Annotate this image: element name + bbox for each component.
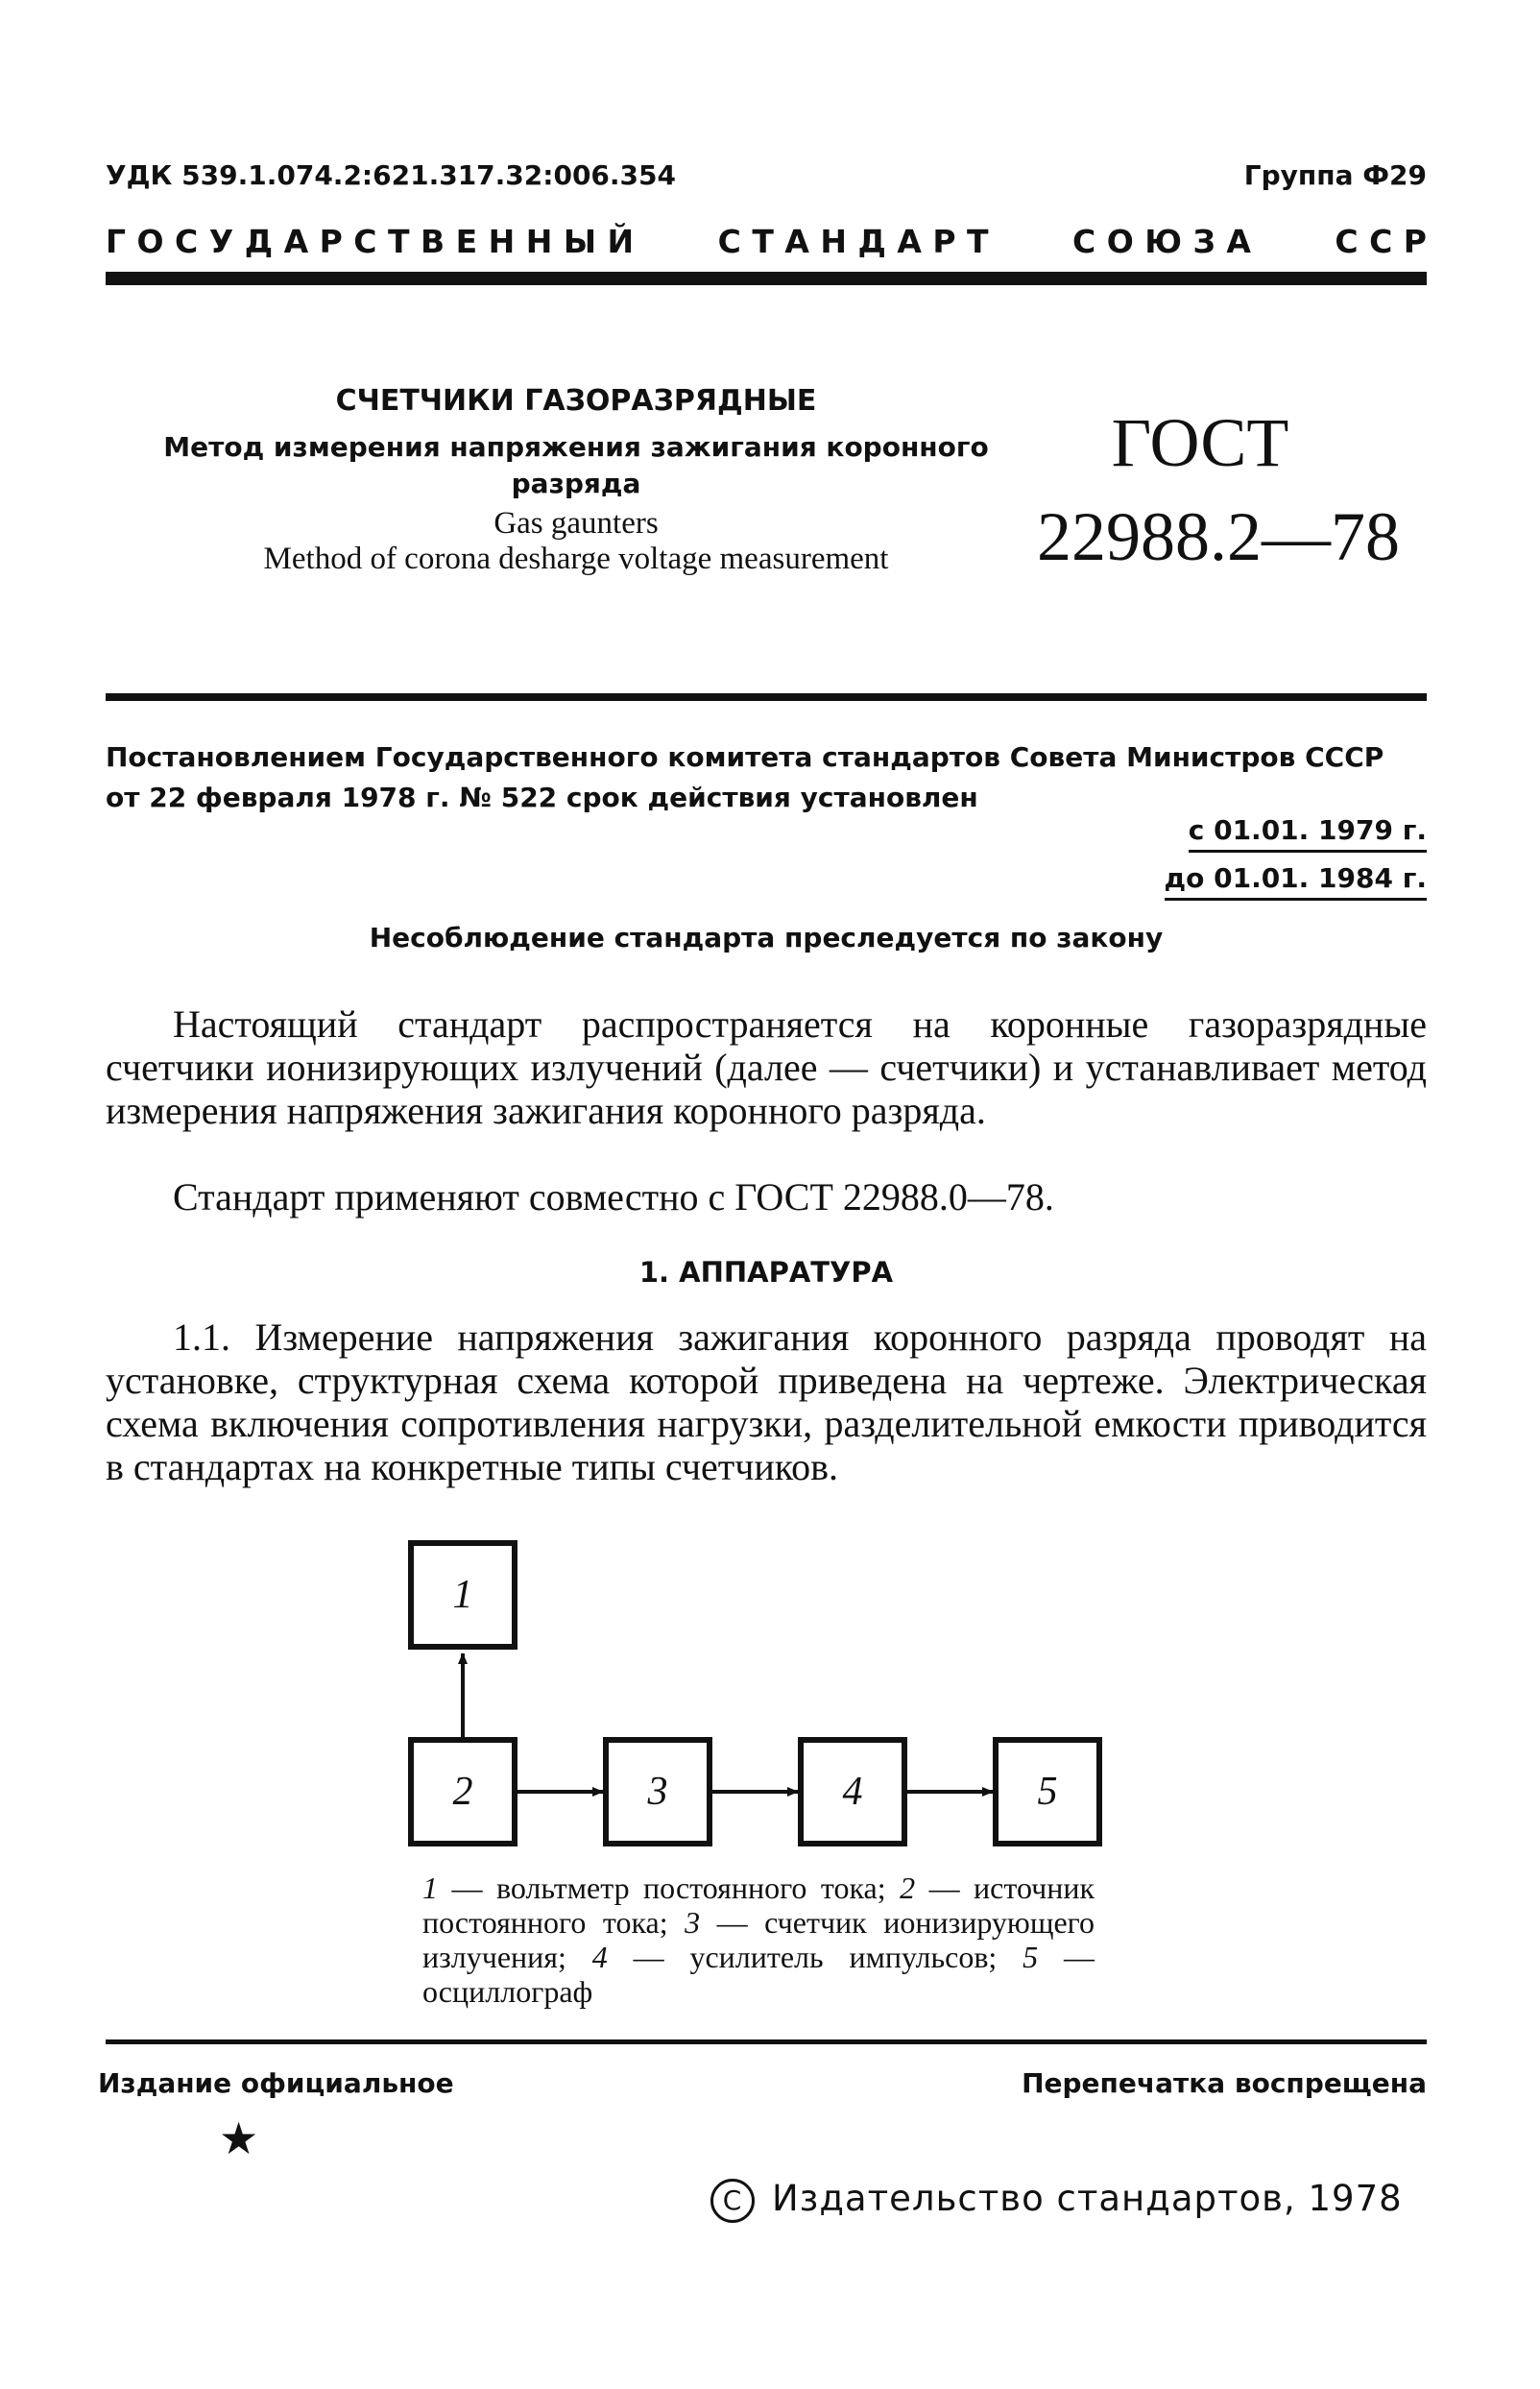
- caption-num-3: 3: [685, 1905, 701, 1940]
- reprint-prohibited-label: Перепечатка воспрещена: [1022, 2067, 1427, 2099]
- standard-title: СЧЕТЧИКИ ГАЗОРАЗРЯДНЫЕ: [335, 384, 817, 418]
- section-title: 1. АППАРАТУРА: [638, 1256, 894, 1289]
- gost-label: ГОСТ: [1111, 404, 1289, 481]
- caption-num-2: 2: [900, 1870, 916, 1905]
- intro-paragraph: Настоящий стандарт распространяется на коронные газоразрядные счетчики ионизирующих излучений (далее — счетчики) и устанавливает метод измерения напряжения зажигания коронного разряда.: [106, 1002, 1427, 1132]
- bottom-rule: [106, 2039, 1427, 2044]
- heading-word-3: С О Ю З А: [1071, 223, 1251, 260]
- english-title: Gas gaunters: [493, 506, 659, 541]
- publisher-line: [710, 2178, 1403, 2223]
- udk-code: УДК 539.1.074.2:621.317.32:006.354: [106, 159, 676, 191]
- publisher-name: Издательство стандартов, 1978: [772, 2178, 1403, 2219]
- diagram-box-5: 5: [993, 1737, 1102, 1846]
- star-icon: ★: [219, 2112, 259, 2164]
- heading-word-2: С Т А Н Д А Р Т: [717, 223, 989, 260]
- joint-use-paragraph: Стандарт применяют совместно с ГОСТ 22988.0—78.: [173, 1175, 1054, 1219]
- diagram-box-3: 3: [603, 1737, 712, 1846]
- clause-1-1: 1.1. Измерение напряжения зажигания коронного разряда проводят на установке, структурная схема которой приведена на чертеже. Электрическая схема включения сопротивления нагрузки, разделительной емкости приводится в стандартах на конкретные типы счетчиков.: [106, 1315, 1427, 1488]
- standard-subtitle: Метод измерения напряжения зажигания коронного разряда: [163, 431, 989, 499]
- copyright-icon: C: [710, 2179, 755, 2223]
- diagram-caption: [422, 1870, 1095, 2009]
- decree-text: Постановлением Государственного комитета стандартов Совета Министров СССР от 22 февраля 1978 г. № 522 срок действия установлен: [106, 741, 1384, 813]
- official-edition-label: Издание официальное: [98, 2067, 454, 2099]
- group-code: Группа Ф29: [1243, 159, 1427, 191]
- validity-start: с 01.01. 1979 г.: [1189, 814, 1427, 853]
- caption-num-1: 1: [422, 1870, 438, 1905]
- diagram-box-4: 4: [798, 1737, 907, 1846]
- caption-num-4: 4: [591, 1940, 608, 1974]
- caption-text-2: — источник постоянного тока;: [422, 1870, 1095, 1940]
- heading-word-1: Г О С У Д А Р С Т В Е Н Н Ы Й: [106, 223, 635, 260]
- caption-text-1: — вольтметр постоянного тока;: [438, 1870, 901, 1905]
- caption-text-5: — осциллограф: [422, 1940, 1095, 2009]
- caption-text-3: — счетчик ионизирующего излучения;: [422, 1905, 1095, 1974]
- non-compliance-notice: Несоблюдение стандарта преследуется по закону: [369, 922, 1164, 953]
- diagram-box-1: 1: [408, 1540, 517, 1650]
- gost-number: 22988.2—78: [1037, 498, 1400, 575]
- english-subtitle: Method of corona desharge voltage measurement: [263, 542, 889, 576]
- caption-num-5: 5: [1023, 1940, 1039, 1974]
- validity-end: до 01.01. 1984 г.: [1165, 862, 1428, 901]
- heading-word-4: С С Р: [1335, 223, 1427, 260]
- diagram-box-2: 2: [408, 1737, 517, 1846]
- caption-text-4: — усилитель импульсов;: [607, 1940, 1023, 1974]
